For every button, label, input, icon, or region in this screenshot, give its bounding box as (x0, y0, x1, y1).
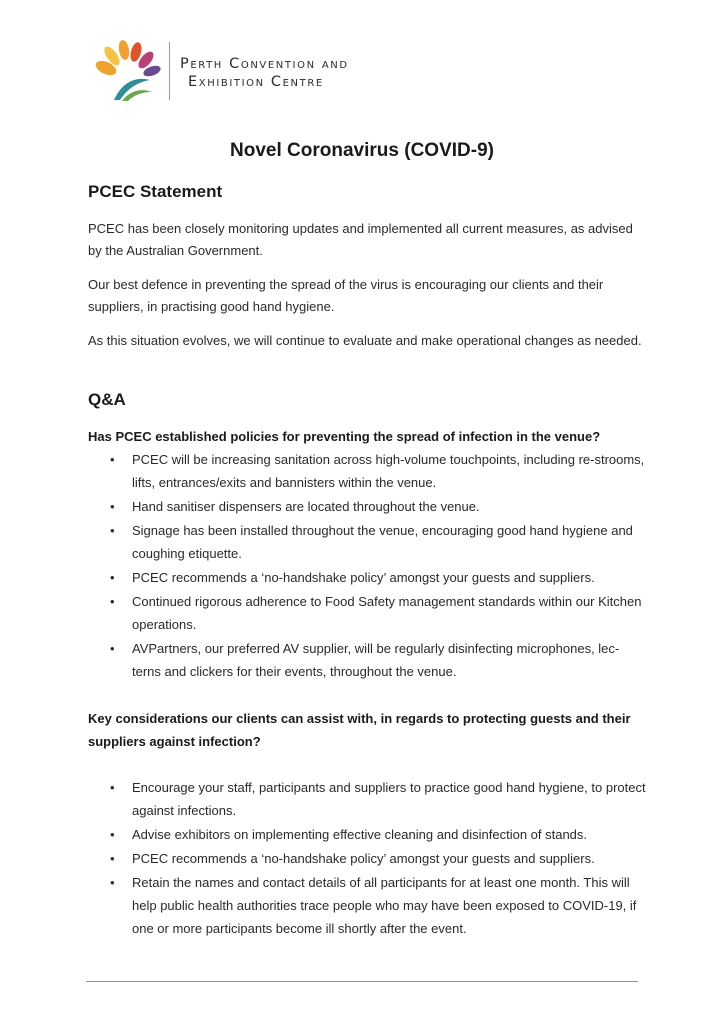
statement-paragraph-1: PCEC has been closely monitoring updates and implemented all current measures, as advised by the Australian Government. (88, 221, 633, 258)
list-item: • AVPartners, our preferred AV supplier, will be regularly disinfecting microphones, lec-terns and clickers for their events, throughout the venue. (88, 637, 648, 683)
list-item: • Signage has been installed throughout the venue, encouraging good hand hygiene and coughing etiquette. (88, 519, 648, 565)
list-item: • Continued rigorous adherence to Food Safety management standards within our Kitchen operations. (88, 590, 648, 636)
question-2-answers (88, 776, 648, 941)
org-name (180, 55, 349, 91)
list-item: • PCEC will be increasing sanitation across high-volume touchpoints, including re-strooms, lifts, entrances/exits and bannisters within the venue. (88, 448, 648, 494)
pcec-flower-logo-icon (92, 38, 162, 104)
statement-paragraph-2: Our best defence in preventing the spread of the virus is encouraging our clients and their suppliers, in practising good hand hygiene. (88, 277, 604, 314)
qa-heading: Q&A (88, 390, 126, 409)
list-item: • PCEC recommends a ‘no-handshake policy’ amongst your guests and suppliers. (88, 847, 648, 870)
org-name-line-2: Exhibition Centre (188, 74, 324, 90)
statement-paragraph-3: As this situation evolves, we will continue to evaluate and make operational changes as needed. (88, 333, 642, 348)
question-1: Has PCEC established policies for preventing the spread of infection in the venue? (88, 429, 601, 444)
logo-divider (169, 42, 170, 100)
list-item: • Encourage your staff, participants and suppliers to practice good hand hygiene, to protect against infections. (88, 776, 648, 822)
list-item: • Hand sanitiser dispensers are located throughout the venue. (88, 495, 648, 518)
list-item: • Retain the names and contact details of all participants for at least one month. This will help public health authorities trace people who may have been exposed to COVID-19, if one or more participants become ill shortly after the event. (88, 871, 648, 940)
list-item: • PCEC recommends a ‘no-handshake policy’ amongst your guests and suppliers. (88, 566, 648, 589)
footer-rule (86, 981, 638, 982)
question-1-answers (88, 448, 648, 684)
list-item: • Advise exhibitors on implementing effective cleaning and disinfection of stands. (88, 823, 648, 846)
org-name-line-1: Perth Convention and (180, 56, 349, 72)
statement-heading: PCEC Statement (88, 182, 223, 201)
pcec-logo (92, 38, 392, 104)
document-title: Novel Coronavirus (COVID-9) (230, 140, 494, 161)
question-2: Key considerations our clients can assist with, in regards to protecting guests and their suppliers against infection? (88, 711, 631, 749)
